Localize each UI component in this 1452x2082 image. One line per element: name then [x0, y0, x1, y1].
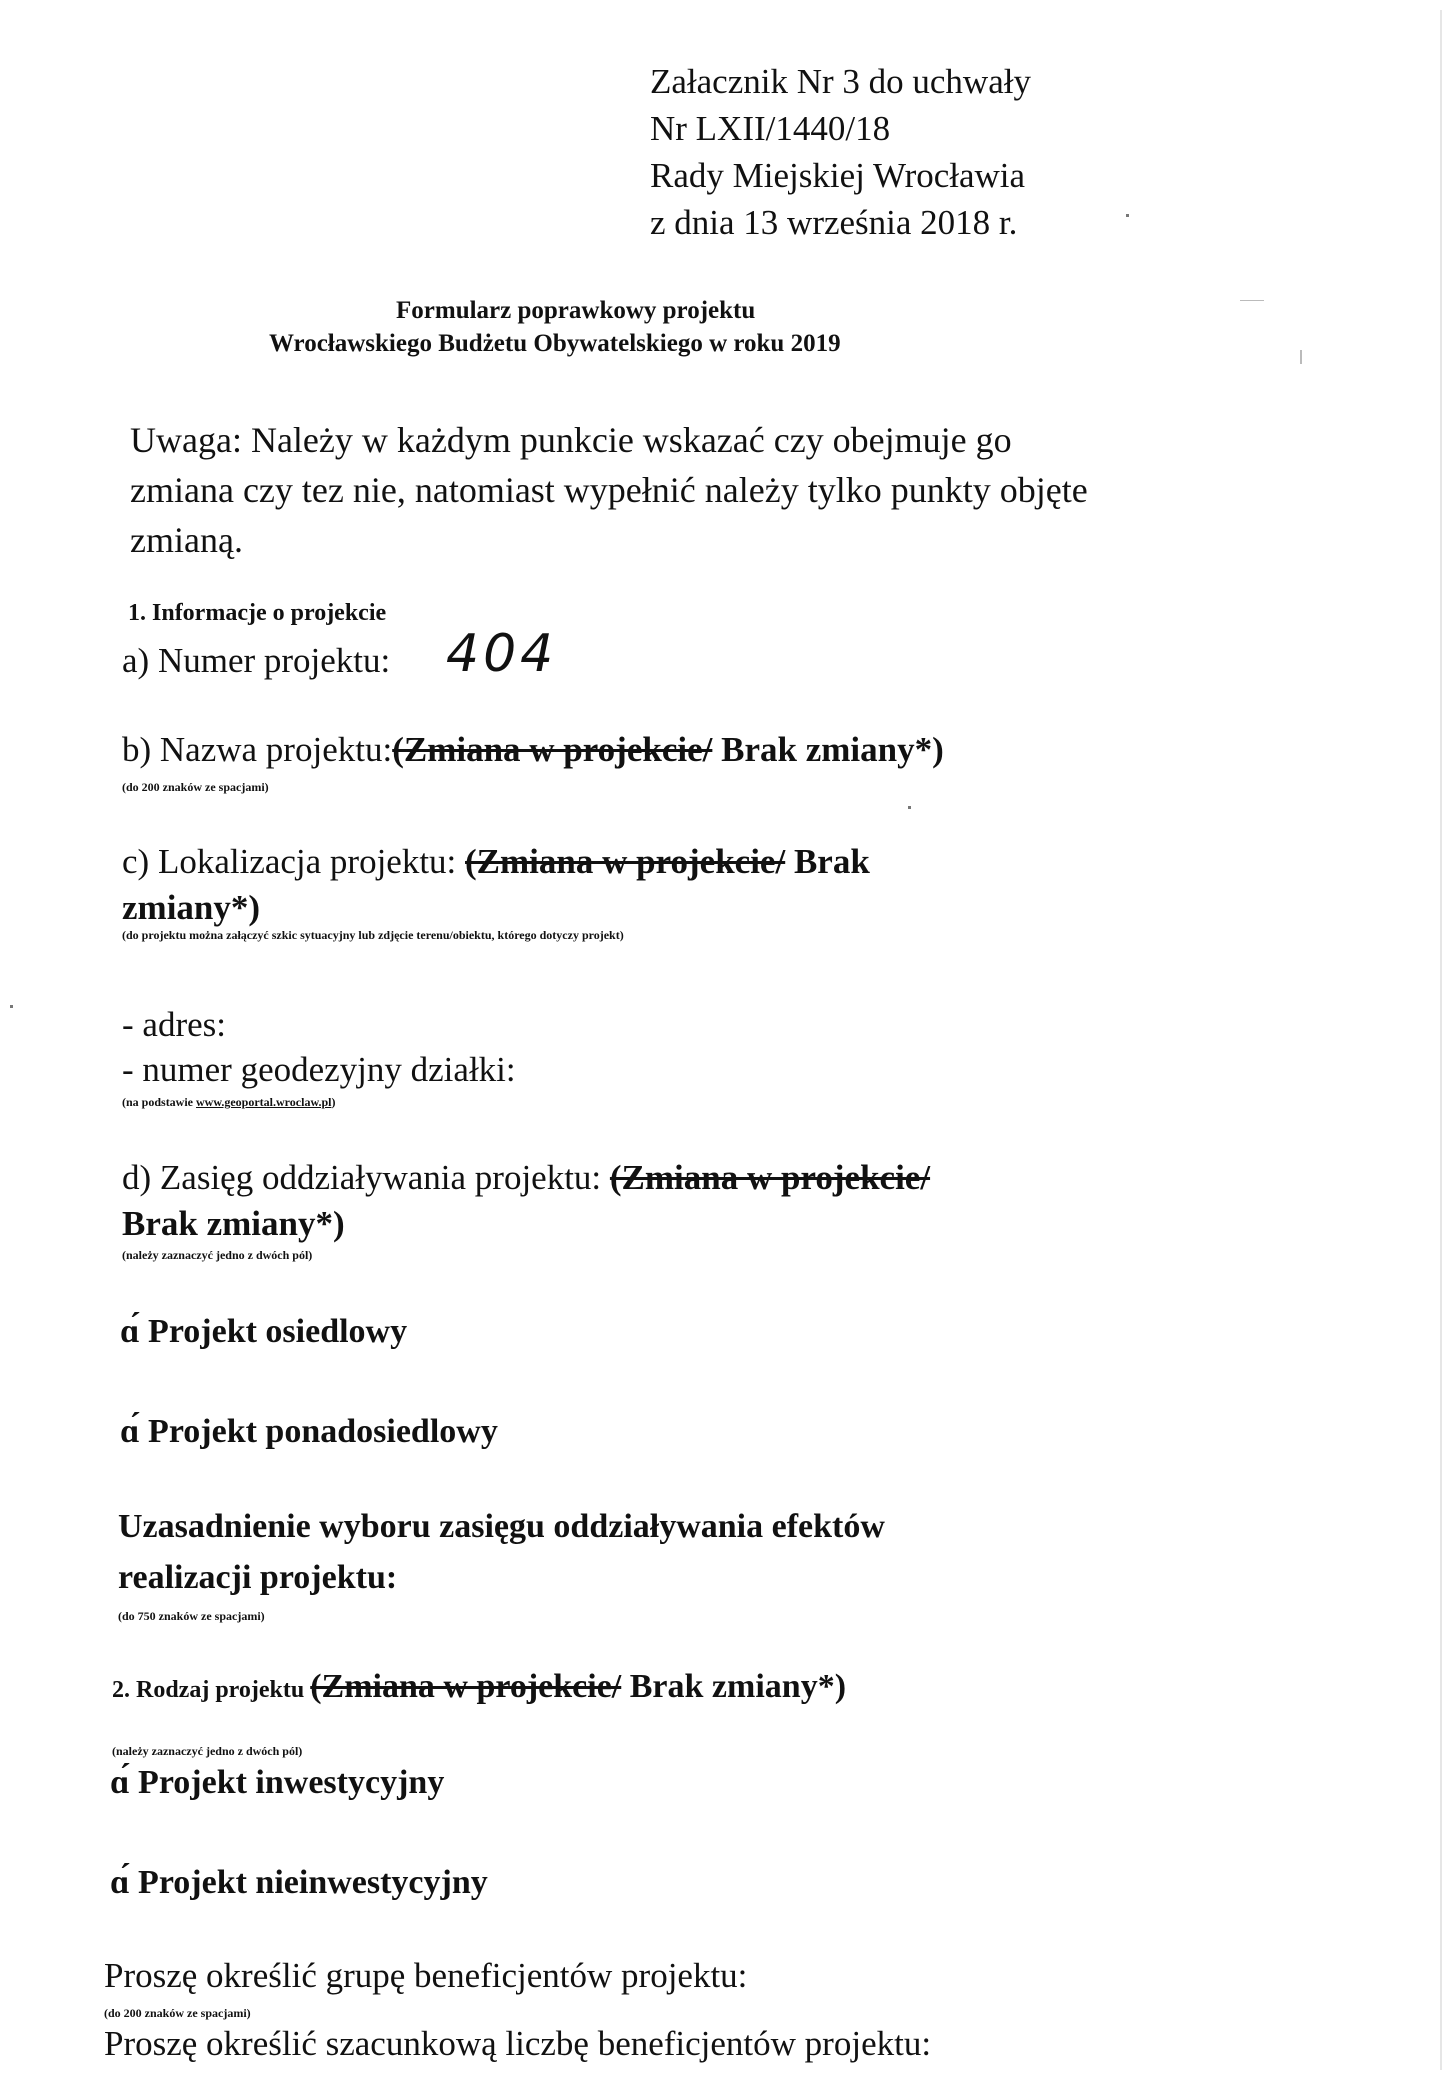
- impact-range-label: d) Zasięg oddziaływania projektu:: [122, 1158, 610, 1197]
- project-name-note: (do 200 znaków ze spacjami): [122, 780, 269, 794]
- notice-paragraph: Uwaga: Należy w każdym punkcie wskazać czy obejmuje go zmiana czy tez nie, natomiast wypełnić należy tylko punkty objęte zmianą.: [130, 420, 1088, 560]
- project-type-label: 2. Rodzaj projektu: [112, 1677, 311, 1703]
- location-row: [122, 842, 870, 882]
- no-change-option: Brak zmiany*): [621, 1668, 847, 1705]
- change-option-struck: (Zmiana w projekcie/: [609, 1158, 931, 1197]
- attachment-header: [650, 58, 1031, 246]
- form-title-line-2: Wrocławskiego Budżetu Obywatelskiego w roku 2019: [269, 330, 841, 357]
- option-supralocal-project[interactable]: [120, 1413, 498, 1451]
- project-name-row: [122, 730, 944, 770]
- geoportal-link[interactable]: www.geoportal.wroclaw.pl: [196, 1095, 332, 1109]
- option-noninvestment-project[interactable]: [110, 1864, 488, 1902]
- option-supralocal-label: Projekt ponadosiedlowy: [148, 1413, 498, 1450]
- scan-speck: [1126, 214, 1129, 217]
- plot-number-note: (na podstawie www.geoportal.wroclaw.pl): [122, 1095, 336, 1109]
- scan-speck: [10, 1005, 13, 1008]
- scan-speck: [1440, 10, 1442, 2070]
- checkbox-icon: ɑ́: [120, 1413, 140, 1450]
- impact-range-no-change: Brak zmiany*): [122, 1204, 345, 1243]
- beneficiaries-group-label: Proszę określić grupę beneficjentów projektu:: [104, 1956, 748, 1995]
- project-number-label: a) Numer projektu:: [122, 641, 391, 680]
- header-line-1: Załacznik Nr 3 do uchwały: [650, 62, 1031, 101]
- impact-range-note: (należy zaznaczyć jedno z dwóch pól): [122, 1248, 313, 1262]
- location-no-change-cont: zmiany*): [122, 888, 261, 927]
- scan-speck: [1300, 350, 1302, 364]
- checkbox-icon: ɑ́: [110, 1864, 130, 1901]
- header-line-2: Nr LXII/1440/18: [650, 109, 891, 148]
- header-line-4: z dnia 13 września 2018 r.: [650, 203, 1018, 242]
- impact-range-row: [122, 1158, 930, 1198]
- change-option-struck: (Zmiana w projekcie/: [465, 842, 786, 881]
- option-investment-project[interactable]: [110, 1764, 444, 1802]
- project-name-label: b) Nazwa projektu:: [122, 730, 393, 769]
- no-change-option: Brak zmiany*): [712, 730, 944, 769]
- project-type-row: [112, 1668, 846, 1706]
- checkbox-icon: ɑ́: [110, 1764, 130, 1801]
- header-line-3: Rady Miejskiej Wrocławia: [650, 156, 1026, 195]
- option-investment-label: Projekt inwestycyjny: [138, 1764, 445, 1801]
- justification-heading-2: realizacji projektu:: [118, 1559, 398, 1596]
- scan-speck: [908, 806, 911, 809]
- option-noninvestment-label: Projekt nieinwestycyjny: [138, 1864, 488, 1901]
- plot-number-label: - numer geodezyjny działki:: [122, 1050, 516, 1089]
- change-option-struck: (Zmiana w projekcie/: [310, 1668, 622, 1705]
- address-label: - adres:: [122, 1005, 226, 1044]
- option-local-label: Projekt osiedlowy: [148, 1313, 408, 1350]
- beneficiaries-group-note: (do 200 znaków ze spacjami): [104, 2006, 251, 2020]
- scan-speck: [1240, 300, 1264, 301]
- checkbox-icon: ɑ́: [120, 1313, 140, 1350]
- change-option-struck: (Zmiana w projekcie/: [392, 730, 713, 769]
- location-label: c) Lokalizacja projektu:: [122, 842, 466, 881]
- no-change-option: Brak: [785, 842, 870, 881]
- project-type-note: (należy zaznaczyć jedno z dwóch pól): [112, 1744, 303, 1758]
- section-1-heading: 1. Informacje o projekcie: [128, 600, 387, 626]
- project-number-value: 404: [446, 624, 558, 684]
- option-local-project[interactable]: [120, 1313, 407, 1351]
- form-title-line-1: Formularz poprawkowy projektu: [396, 297, 756, 324]
- justification-heading-1: Uzasadnienie wyboru zasięgu oddziaływania efektów: [118, 1508, 885, 1545]
- location-note: (do projektu można załączyć szkic sytuacyjny lub zdjęcie terenu/obiektu, którego dotyczy projekt): [122, 928, 624, 942]
- justification-note: (do 750 znaków ze spacjami): [118, 1609, 265, 1623]
- beneficiaries-count-label: Proszę określić szacunkową liczbę beneficjentów projektu:: [104, 2024, 932, 2063]
